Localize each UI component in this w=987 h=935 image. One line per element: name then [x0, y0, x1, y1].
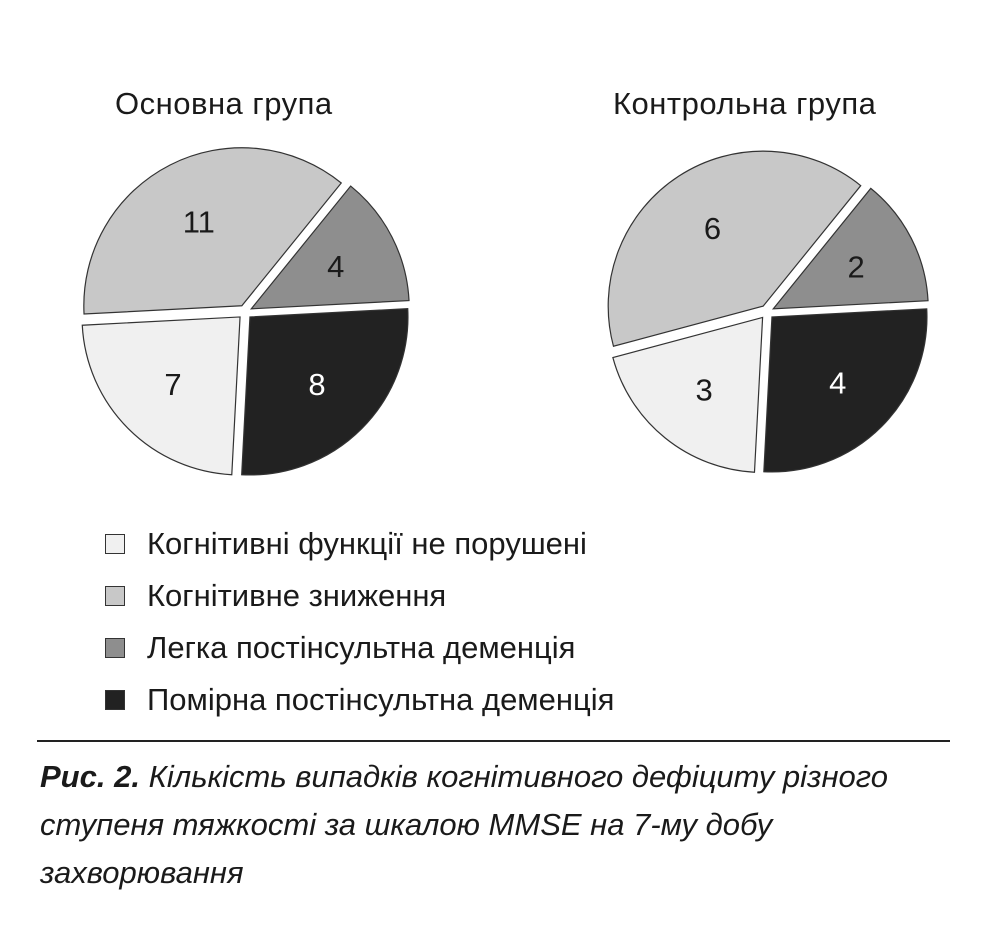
legend-item [105, 518, 614, 570]
pie-main-value-label-1: 11 [182, 204, 215, 240]
pie-main-value-label-3: 8 [308, 366, 326, 402]
legend-swatch [105, 534, 125, 554]
pie-control-value-label-0: 3 [695, 372, 713, 408]
pie-main-value-label-2: 4 [327, 248, 345, 284]
legend-label: Когнітивне зниження [147, 578, 447, 613]
legend-item [105, 570, 614, 622]
pie-title-main: Основна група [115, 86, 333, 121]
legend-item [105, 622, 614, 674]
legend-label: Когнітивні функції не порушені [147, 526, 587, 561]
pie-control-value-label-2: 2 [847, 249, 865, 285]
pie-control-value-label-3: 4 [829, 365, 847, 401]
pie-control-value-label-1: 6 [703, 211, 722, 247]
legend-label: Помірна постінсультна деменція [147, 682, 615, 717]
pie-main-slice-0 [82, 317, 240, 475]
pie-main-value-label-0: 7 [164, 366, 182, 402]
legend-swatch [105, 638, 125, 658]
legend-swatch [105, 690, 125, 710]
caption-divider [37, 740, 950, 742]
caption-label: Рис. 2. [40, 759, 140, 794]
legend-label: Легка постінсультна деменція [147, 630, 576, 665]
pie-title-control: Контрольна група [613, 86, 877, 121]
legend-item [105, 674, 614, 726]
caption-text: Кількість випадків когнітивного дефіциту різного ступеня тяжкості за шкалою MMSE на 7-му добу захворювання [40, 759, 888, 890]
legend-swatch [105, 586, 125, 606]
legend [105, 518, 614, 726]
figure-caption [40, 753, 970, 897]
